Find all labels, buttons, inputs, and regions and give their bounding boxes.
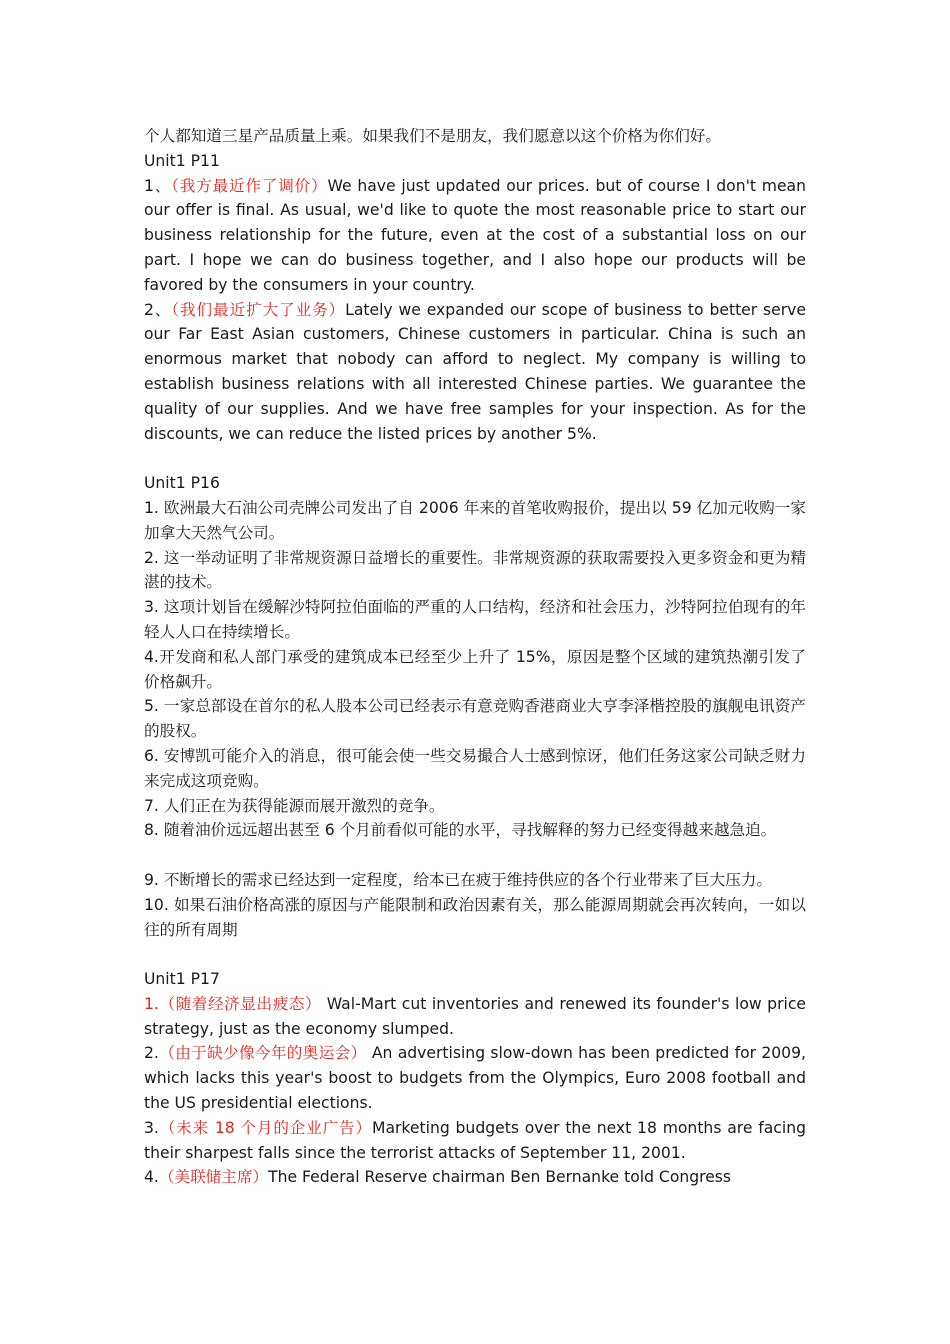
p17-item-3-num: 3.	[144, 1118, 159, 1137]
intro-line: 个人都知道三星产品质量上乘。如果我们不是朋友，我们愿意以这个价格为你们好。	[144, 127, 721, 145]
p17-item-3	[144, 1116, 806, 1166]
p16-item-9: 9. 不断增长的需求已经达到一定程度，给本已在疲于维持供应的各个行业带来了巨大压力。	[144, 870, 772, 889]
p17-item-2-hint: （由于缺少像今年的奥运会）	[158, 1044, 367, 1063]
p17-item-4-text: The Federal Reserve chairman Ben Bernanke told Congress	[268, 1168, 732, 1187]
p11-item-1-hint: （我方最近作了调价）	[171, 176, 328, 195]
p16-item-5: 5. 一家总部设在首尔的私人股本公司已经表示有意竞购香港商业大亨李泽楷控股的旗舰电讯资产的股权。	[144, 697, 806, 741]
p11-item-1-num: 1、	[144, 176, 172, 195]
p17-item-1-text: Wal-Mart cut inventories and renewed its founder's low price strategy, just as the economy slumped.	[144, 994, 806, 1038]
p16-item-1: 1. 欧洲最大石油公司壳牌公司发出了自 2006 年来的首笔收购报价，提出以 59 亿加元收购一家加拿大天然气公司。	[144, 498, 806, 542]
section-heading-p11: Unit1 P11	[144, 151, 220, 170]
p16-item-7: 7. 人们正在为获得能源而展开激烈的竞争。	[144, 796, 445, 815]
p17-item-1	[144, 992, 806, 1042]
p16-item-6: 6. 安博凯可能介入的消息，很可能会使一些交易撮合人士感到惊讶，他们任务这家公司缺乏财力来完成这项竞购。	[144, 746, 806, 790]
p17-item-2	[144, 1041, 806, 1115]
p16-item-10: 10. 如果石油价格高涨的原因与产能限制和政治因素有关，那么能源周期就会再次转向，一如以往的所有周期	[144, 895, 806, 939]
spacer	[144, 843, 806, 868]
p17-item-3-text: Marketing budgets over the next 18 months are facing their sharpest falls since the terrorist attacks of September 11, 2001.	[144, 1118, 806, 1162]
p17-item-1-hint: （随着经济显出疲态）	[158, 994, 322, 1013]
p11-item-2-hint: （我们最近扩大了业务）	[171, 300, 346, 319]
p17-item-4-hint: （美联储主席）	[158, 1168, 269, 1187]
p17-item-4	[144, 1165, 806, 1190]
p17-item-1-num: 1.	[144, 994, 159, 1013]
spacer	[144, 446, 806, 471]
section-heading-p17: Unit1 P17	[144, 970, 220, 989]
p16-item-3: 3. 这项计划旨在缓解沙特阿拉伯面临的严重的人口结构，经济和社会压力，沙特阿拉伯现有的年轻人人口在持续增长。	[144, 598, 806, 641]
p17-item-2-num: 2.	[144, 1044, 159, 1063]
p17-item-2-text: An advertising slow-down has been predicted for 2009, which lacks this year's boost to budgets from the Olympics, Euro 2008 football and the US presidential elections.	[144, 1044, 806, 1113]
p16-item-2: 2. 这一举动证明了非常规资源日益增长的重要性。非常规资源的获取需要投入更多资金和更为精湛的技术。	[144, 548, 806, 592]
spacer	[144, 942, 806, 967]
p11-item-1-text: We have just updated our prices. but of course I don't mean our offer is final. As usual, we'd like to quote the most reasonable price to start our business relationship for the future, even at the cost of a substantial loss on our part. I hope we can do business together, and I also hope our products will be favored by the consumers in your country.	[144, 176, 806, 294]
p11-item-2	[144, 298, 806, 447]
document-page	[144, 124, 806, 1190]
p11-item-2-text: Lately we expanded our scope of business to better serve our Far East Asian customers, Chinese customers in particular. China is such an enormous market that nobody can afford to neglect. My company is willing to establish business relations with all interested Chinese parties. We guarantee the quality of our supplies. And we have free samples for your inspection. As for the discounts, we can reduce the listed prices by another 5%.	[144, 300, 807, 443]
p17-item-3-hint: （未来 18 个月的企业广告）	[158, 1118, 373, 1137]
section-heading-p16: Unit1 P16	[144, 474, 220, 493]
p17-item-4-num: 4.	[144, 1168, 159, 1187]
p11-item-1	[144, 174, 806, 298]
p16-item-4: 4.开发商和私人部门承受的建筑成本已经至少上升了 15%，原因是整个区域的建筑热潮引发了价格飙升。	[144, 647, 806, 691]
p16-item-8: 8. 随着油价远远超出甚至 6 个月前看似可能的水平，寻找解释的努力已经变得越来越急迫。	[144, 821, 777, 840]
p11-item-2-num: 2、	[144, 300, 172, 319]
